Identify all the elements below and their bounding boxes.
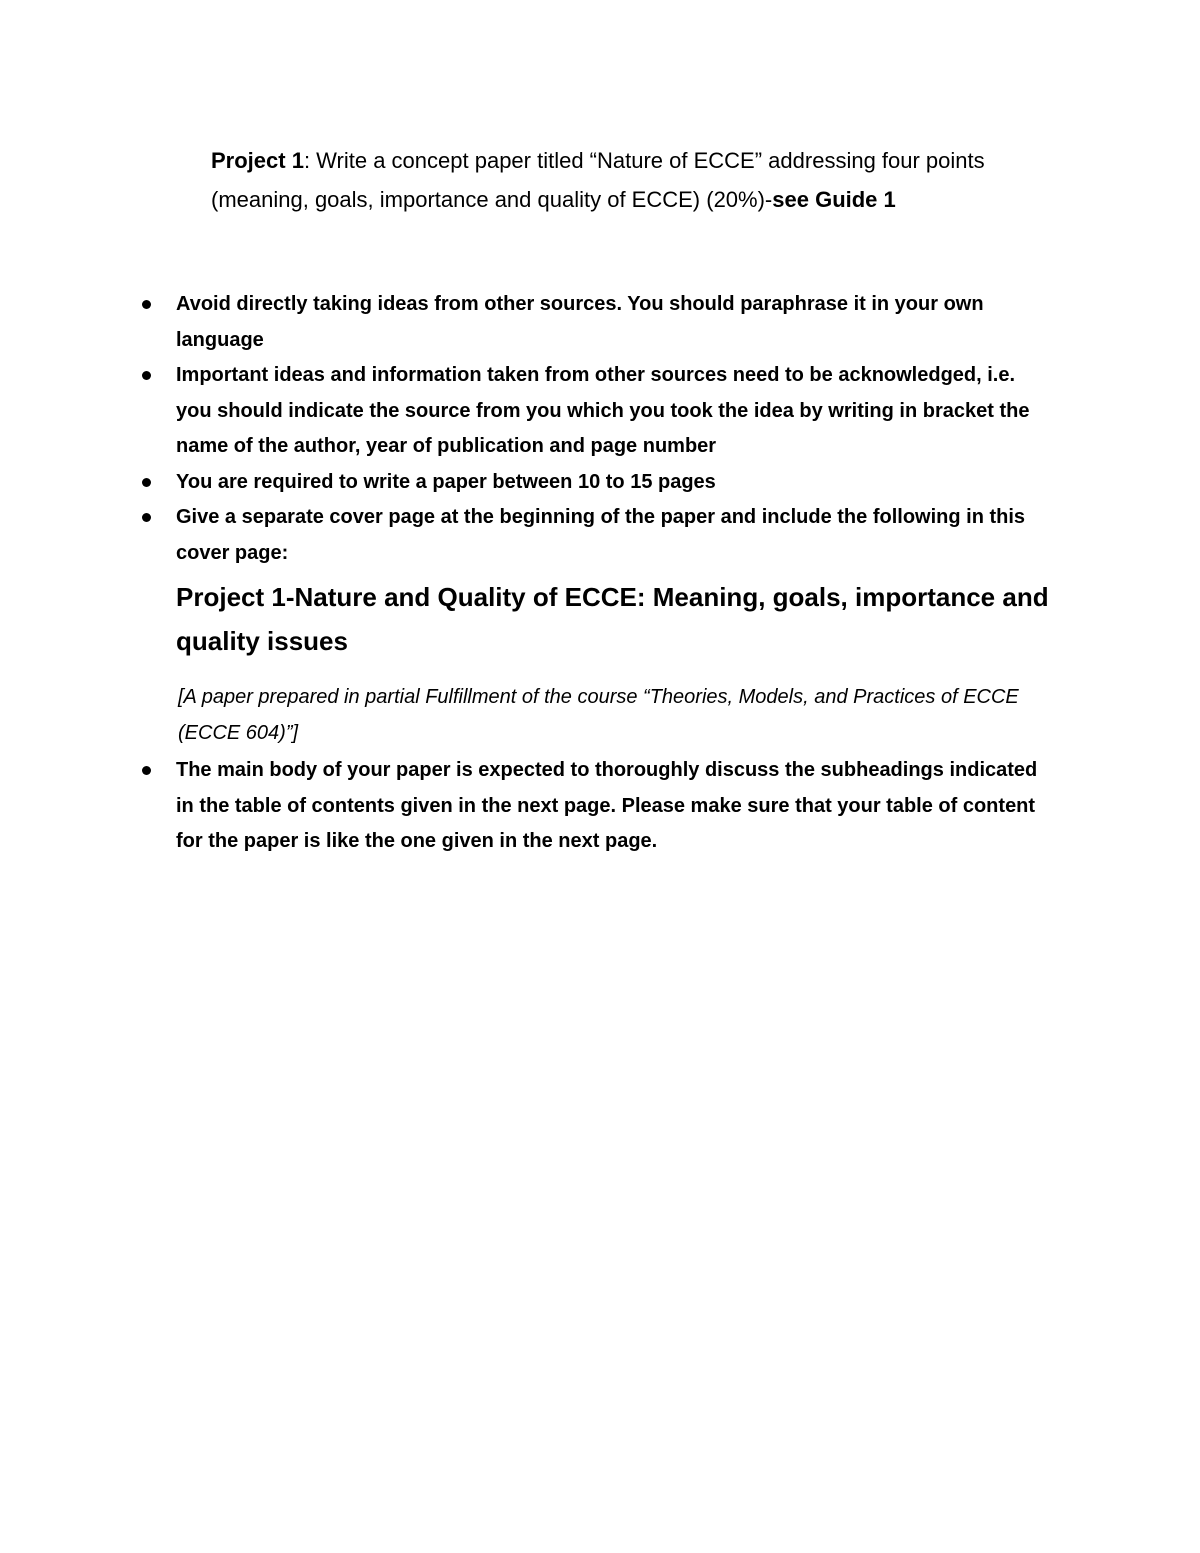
project-intro <box>211 141 1071 219</box>
bullet-icon <box>142 766 151 775</box>
bullet-icon <box>142 300 151 309</box>
bullet-text: Give a separate cover page at the beginning of the paper and include the following in this cover page: <box>176 506 1026 564</box>
list-item <box>0 358 1056 465</box>
guide-reference: see Guide 1 <box>772 187 896 212</box>
instructions-list <box>0 287 1200 860</box>
bullet-text: The main body of your paper is expected to thoroughly discuss the subheadings indicated in the table of contents given in the next page. Please make sure that your table of content for the paper is like the one given in the next page. <box>176 759 1038 852</box>
bullet-text: Avoid directly taking ideas from other sources. You should paraphrase it in your own language <box>176 293 984 351</box>
project-label: Project 1 <box>211 148 304 173</box>
bullet-icon <box>142 513 151 522</box>
bullet-icon <box>142 478 151 487</box>
bullet-text: You are required to write a paper between 10 to 15 pages <box>176 470 716 493</box>
project-description: : Write a concept paper titled “Nature of ECCE” addressing four points (meaning, goals, importance and quality of ECCE) (20%)- <box>211 148 985 212</box>
cover-page-example <box>0 575 1056 751</box>
cover-subtitle: [A paper prepared in partial Fulfillment of the course “Theories, Models, and Practices of ECCE (ECCE 604)”] <box>178 686 1019 744</box>
list-item <box>0 753 1056 860</box>
cover-title: Project 1-Nature and Quality of ECCE: Meaning, goals, importance and quality issues <box>176 582 1049 656</box>
list-item <box>0 287 1056 358</box>
list-item <box>0 500 1056 571</box>
bullet-text: Important ideas and information taken from other sources need to be acknowledged, i.e. you should indicate the source from you which you took the idea by writing in bracket the name of the author, year of publication and page number <box>176 364 1030 457</box>
bullet-icon <box>142 371 151 380</box>
list-item <box>0 465 1056 501</box>
